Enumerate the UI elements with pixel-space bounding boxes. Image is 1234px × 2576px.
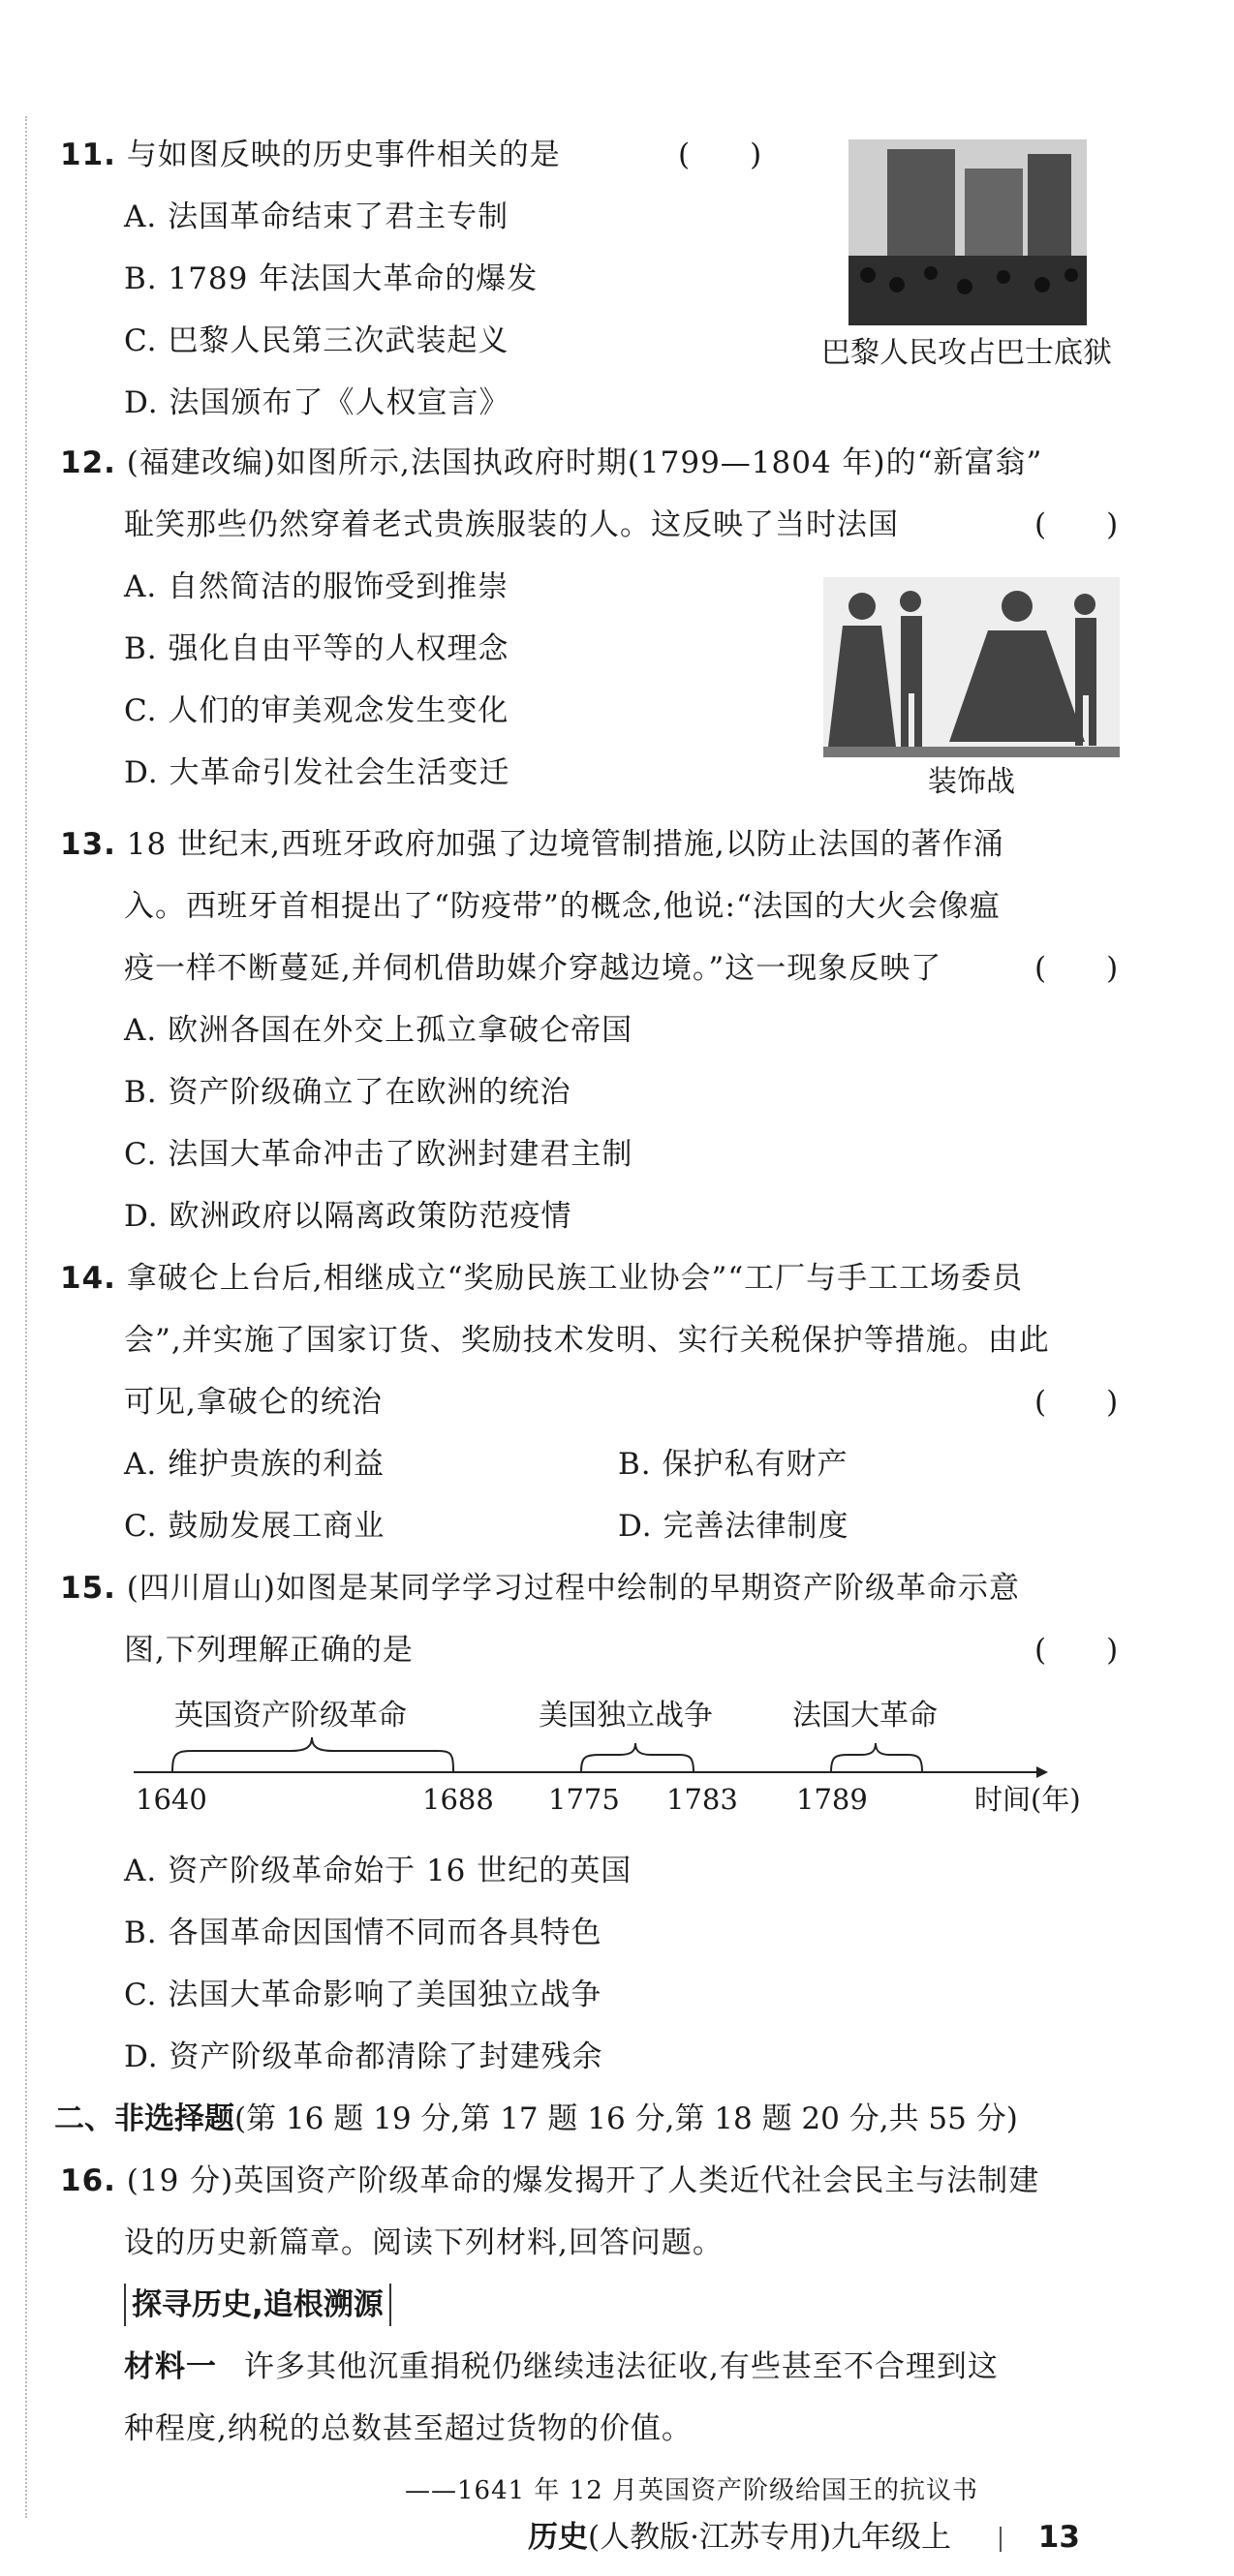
page-number: 13 xyxy=(1037,2520,1080,2555)
costume-picture xyxy=(823,577,1120,757)
q12-option-b[interactable]: B. 强化自由平等的人权理念 xyxy=(124,631,509,666)
footer-edition: (人教版·江苏专用)九年级上 xyxy=(588,2520,952,2555)
section-two-note: (第 16 题 19 分,第 17 题 16 分,第 18 题 20 分,共 55 分) xyxy=(234,2101,1018,2136)
timeline-year-1783: 1783 xyxy=(666,1783,738,1816)
brace-france xyxy=(831,1743,922,1772)
q16-box-heading: 探寻历史,追根溯源 xyxy=(124,2284,391,2326)
timeline-year-1640: 1640 xyxy=(136,1783,207,1816)
q13-text-1: 18 世纪末,西班牙政府加强了边境管制措施,以防止法国的著作涌 xyxy=(126,827,1004,862)
q16-material1-line2: 种程度,纳税的总数甚至超过货物的价值。 xyxy=(124,2411,693,2446)
q12-text-1: (福建改编)如图所示,法国执政府时期(1799—1804 年)的“新富翁” xyxy=(126,445,1043,480)
q15-line2: 图,下列理解正确的是 xyxy=(124,1633,414,1668)
q12-line2: 耻笑那些仍然穿着老式贵族服装的人。这反映了当时法国 xyxy=(124,507,899,542)
q12-line1 xyxy=(60,444,1042,482)
q14-number: 14. xyxy=(60,1261,116,1296)
q11-stem xyxy=(60,136,561,174)
q11-option-b[interactable]: B. 1789 年法国大革命的爆发 xyxy=(124,261,539,296)
q11-number: 11. xyxy=(60,138,116,172)
q14-option-c[interactable]: C. 鼓励发展工商业 xyxy=(124,1509,386,1544)
page-footer xyxy=(528,2518,1080,2557)
q16-material1-text-1: 许多其他沉重捐税仍继续违法征收,有些甚至不合理到这 xyxy=(244,2349,999,2384)
q16-material1-source: ——1641 年 12 月英国资产阶级给国王的抗议书 xyxy=(405,2476,979,2505)
section-two-heading xyxy=(54,2100,1018,2138)
costume-illustration xyxy=(823,577,1120,757)
q12-option-c[interactable]: C. 人们的审美观念发生变化 xyxy=(124,693,509,728)
section-two-title: 二、非选择题 xyxy=(54,2101,234,2136)
q13-line2: 入。西班牙首相提出了“防疫带”的概念,他说:“法国的大火会像瘟 xyxy=(124,889,1001,924)
q13-option-d[interactable]: D. 欧洲政府以隔离政策防范疫情 xyxy=(124,1199,572,1234)
timeline-label-france: 法国大革命 xyxy=(792,1699,938,1733)
q14-option-d[interactable]: D. 完善法律制度 xyxy=(618,1509,849,1544)
q15-option-a[interactable]: A. 资产阶级革命始于 16 世纪的英国 xyxy=(124,1854,632,1888)
q16-line1 xyxy=(60,2162,1039,2200)
q12-option-d[interactable]: D. 大革命引发社会生活变迁 xyxy=(124,755,510,790)
bastille-illustration xyxy=(848,139,1087,325)
footer-subject: 历史 xyxy=(528,2520,588,2555)
q14-text-1: 拿破仑上台后,相继成立“奖励民族工业协会”“工厂与手工工场委员 xyxy=(126,1261,1024,1296)
q11-option-c[interactable]: C. 巴黎人民第三次武装起义 xyxy=(124,323,509,358)
q16-number: 16. xyxy=(60,2163,116,2198)
q14-option-a[interactable]: A. 维护贵族的利益 xyxy=(124,1447,386,1482)
q13-line1 xyxy=(60,825,1004,864)
timeline-axis-label: 时间(年) xyxy=(974,1783,1081,1816)
q11-text: 与如图反映的历史事件相关的是 xyxy=(126,138,561,172)
q12-answer-paren[interactable]: ( ) xyxy=(1034,507,1119,542)
q13-option-a[interactable]: A. 欧洲各国在外交上孤立拿破仑帝国 xyxy=(124,1013,633,1048)
timeline-label-england: 英国资产阶级革命 xyxy=(174,1699,407,1733)
axis-arrow xyxy=(1036,1766,1048,1778)
q14-option-b[interactable]: B. 保护私有财产 xyxy=(618,1447,848,1482)
q12-caption: 装饰战 xyxy=(928,765,1015,799)
q15-option-d[interactable]: D. 资产阶级革命都清除了封建残余 xyxy=(124,2039,603,2074)
q13-answer-paren[interactable]: ( ) xyxy=(1034,951,1119,986)
timeline-label-america: 美国独立战争 xyxy=(539,1699,713,1733)
q11-answer-paren[interactable]: ( ) xyxy=(678,138,762,172)
q13-option-c[interactable]: C. 法国大革命冲击了欧洲封建君主制 xyxy=(124,1137,633,1172)
q15-answer-paren[interactable]: ( ) xyxy=(1034,1633,1119,1668)
q11-option-d[interactable]: D. 法国颁布了《人权宣言》 xyxy=(124,385,510,420)
q14-line3: 可见,拿破仑的统治 xyxy=(124,1385,383,1420)
q15-option-b[interactable]: B. 各国革命因国情不同而各具特色 xyxy=(124,1916,602,1950)
q11-option-a[interactable]: A. 法国革命结束了君主专制 xyxy=(124,199,509,234)
q15-number: 15. xyxy=(60,1571,116,1606)
q13-option-b[interactable]: B. 资产阶级确立了在欧洲的统治 xyxy=(124,1075,571,1110)
brace-america xyxy=(581,1743,694,1772)
brace-england xyxy=(172,1737,453,1772)
q16-material1-label: 材料一 xyxy=(124,2349,217,2384)
q12-number: 12. xyxy=(60,445,116,480)
q16-line2: 设的历史新篇章。阅读下列材料,回答问题。 xyxy=(124,2225,724,2260)
q16-text-1: (19 分)英国资产阶级革命的爆发揭开了人类近代社会民主与法制建 xyxy=(126,2163,1040,2198)
timeline-year-1789: 1789 xyxy=(796,1783,868,1816)
q15-option-c[interactable]: C. 法国大革命影响了美国独立战争 xyxy=(124,1978,602,2012)
q16-material1-line1 xyxy=(124,2347,999,2386)
q12-option-a[interactable]: A. 自然简洁的服饰受到推崇 xyxy=(124,569,509,604)
timeline-year-1775: 1775 xyxy=(548,1783,620,1816)
q14-line1 xyxy=(60,1259,1023,1298)
q14-line2: 会”,并实施了国家订货、奖励技术发明、实行关税保护等措施。由此 xyxy=(124,1323,1050,1358)
footer-divider xyxy=(961,2527,1002,2552)
q14-answer-paren[interactable]: ( ) xyxy=(1034,1385,1119,1420)
q11-caption: 巴黎人民攻占巴士底狱 xyxy=(821,336,1112,370)
q15-text-1: (四川眉山)如图是某同学学习过程中绘制的早期资产阶级革命示意 xyxy=(126,1571,1020,1606)
bastille-picture xyxy=(848,139,1087,325)
timeline-year-1688: 1688 xyxy=(422,1783,494,1816)
margin-dotted-line xyxy=(25,116,27,2518)
q13-number: 13. xyxy=(60,827,116,862)
q13-line3: 疫一样不断蔓延,并伺机借助媒介穿越边境。”这一现象反映了 xyxy=(124,951,942,986)
q15-line1 xyxy=(60,1569,1020,1608)
